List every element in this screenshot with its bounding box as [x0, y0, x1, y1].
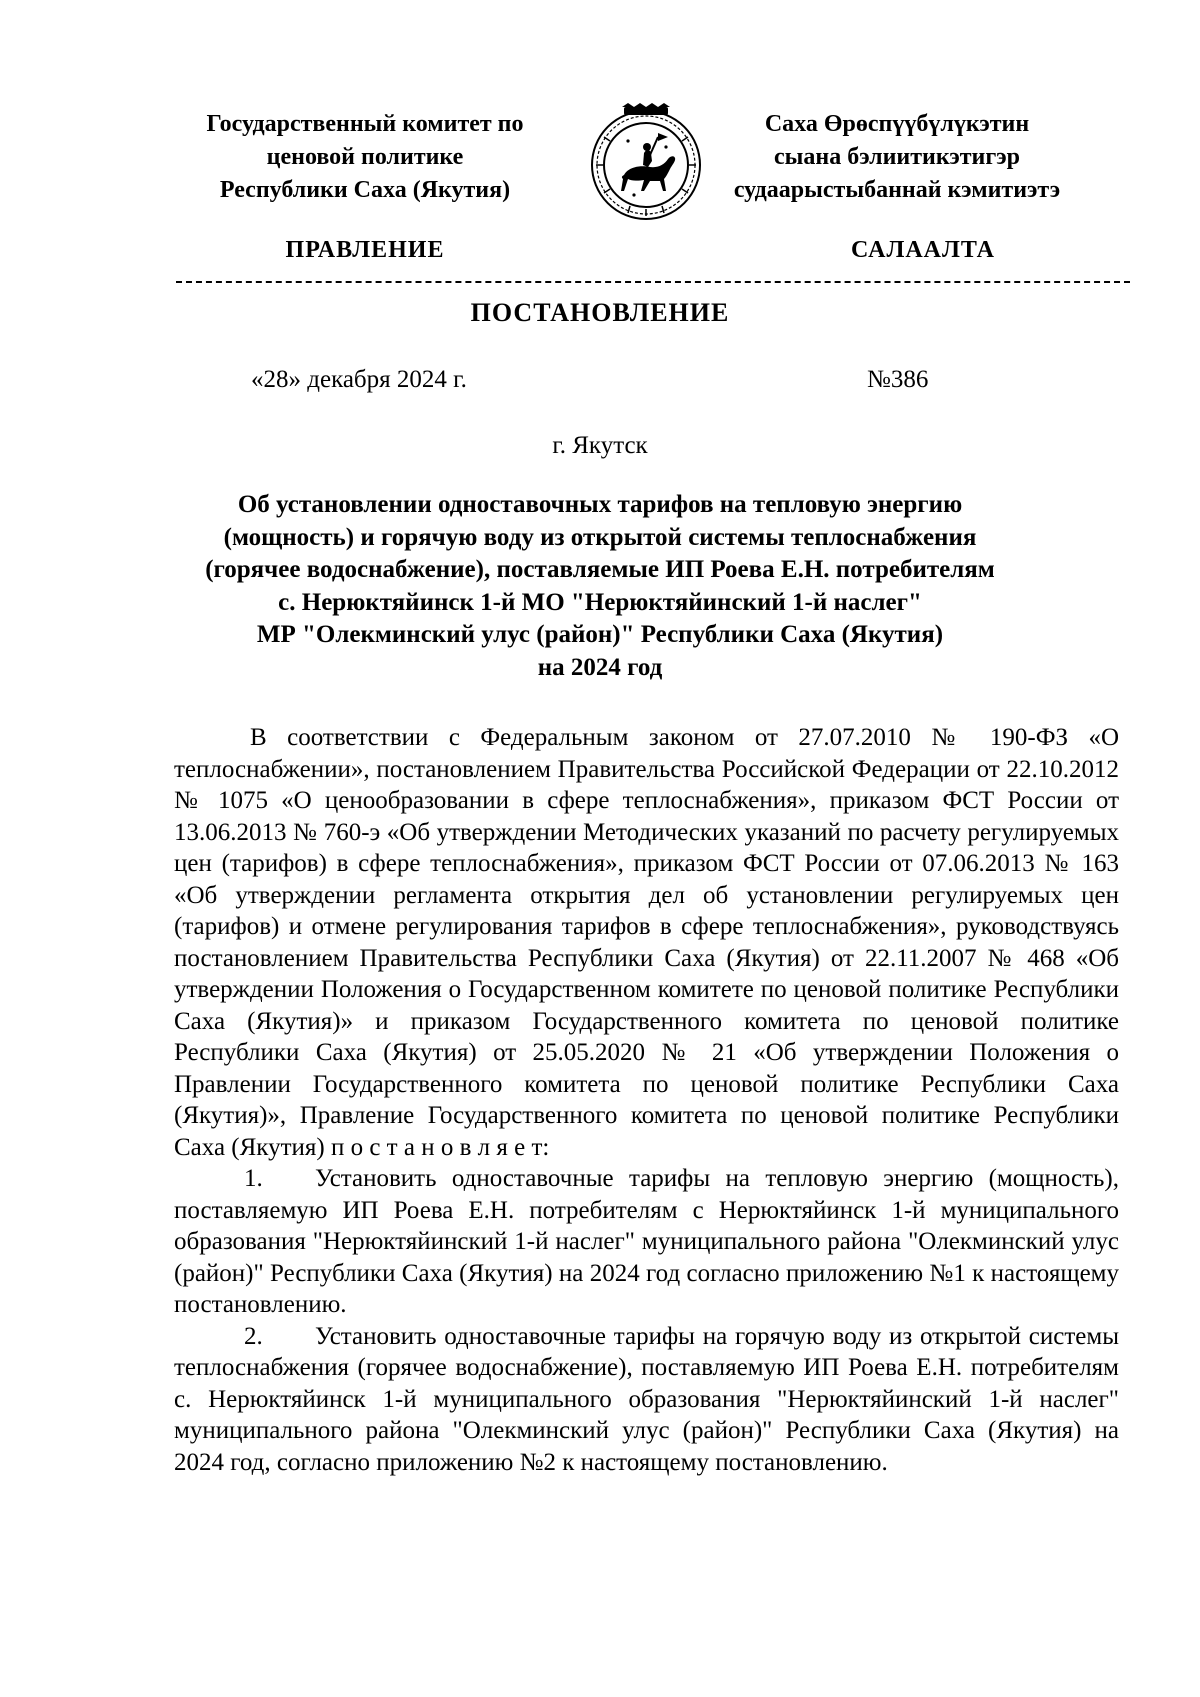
resolution-item-text: Установить одноставочные тарифы на тепловую энергию (мощность), поставляемую ИП Роева Е.Н. потребителям с Нерюктяйинск 1-й муниципального образования "Нерюктяйинский 1-й наслег" муниципального района "Олекминский улус (район)" Республики Саха (Якутия) на 2024 год согласно приложению №1 к настоящему постановлению. [174, 1165, 1119, 1318]
header-divider [176, 281, 1130, 283]
document-title-line: МР "Олекминский улус (район)" Республики Саха (Якутия) [256, 621, 944, 648]
document-title-line: (горячее водоснабжение), поставляемые ИП Роева Е.Н. потребителям [205, 556, 995, 583]
document-body [174, 722, 1119, 1478]
committee-name-sakha-line: сыана бэлиитикэтигэр [773, 144, 1020, 170]
document-date: «28» декабря 2024 г. [251, 366, 467, 393]
board-label-sakha: САЛААЛТА [850, 237, 996, 263]
resolution-item-number: 1. [244, 1165, 263, 1192]
document-title [150, 489, 1050, 684]
resolution-item-number: 2. [244, 1322, 263, 1350]
committee-name-sakha [712, 108, 1082, 207]
document-title-line: (мощность) и горячую воду из открытой системы теплоснабжения [223, 523, 977, 551]
document-city: г. Якутск [552, 432, 648, 459]
committee-name-russian-line: Государственный комитет по [206, 111, 524, 137]
document-type: ПОСТАНОВЛЕНИЕ [470, 298, 730, 327]
preamble-paragraph: В соответствии с Федеральным законом от 27.07.2010 № 190-ФЗ «О теплоснабжении», постановлением Правительства Российской Федерации от 22.10.2012 № 1075 «О ценообразовании в сфере теплоснабжения», приказом ФСТ России от 13.06.2013 № 760-э «Об утверждении Методических указаний по расчету регулируемых цен (тарифов) в сфере теплоснабжения», приказом ФСТ России от 07.06.2013 № 163 «Об утверждении регламента открытия дел об установлении регулируемых цен (тарифов) и отмене регулирования тарифов в сфере теплоснабжения», руководствуясь постановлением Правительства Республики Саха (Якутия) от 22.11.2007 № 468 «Об утверждении Положения о Государственном комитете по ценовой политике Республики Саха (Якутия)» и приказом Государственного комитета по ценовой политике Республики Саха (Якутия) от 25.05.2020 № 21 «Об утверждении Положения о Правлении Государственного комитета по ценовой политике Республики Саха (Якутия)», Правление Государственного комитета по ценовой политике Республики Саха (Якутия) п о с т а н о в л я е т: [174, 724, 1119, 1161]
resolution-item-text: Установить одноставочные тарифы на горячую воду из открытой системы теплоснабжения (горячее водоснабжение), поставляемую ИП Роева Е.Н. потребителям с. Нерюктяйинск 1-й муниципального образования "Нерюктяйинский 1-й наслег" муниципального района "Олекминский улус (район)" Республики Саха (Якутия) на 2024 год, согласно приложению №2 к настоящему постановлению. [174, 1322, 1119, 1476]
republic-sakha-emblem-icon [588, 103, 704, 223]
committee-name-sakha-line: судаарыстыбаннай кэмитиэтэ [733, 177, 1061, 203]
committee-name-russian-line: ценовой политике [266, 144, 464, 170]
board-label-russian: ПРАВЛЕНИЕ [285, 237, 445, 263]
document-title-line: с. Нерюктяйинск 1-й МО "Нерюктяйинский 1-й наслег" [278, 588, 922, 616]
document-title-line: на 2024 год [537, 653, 663, 681]
resolution-item [174, 1321, 1119, 1479]
committee-name-sakha-line: Саха Өрөспүүбүлүкэтин [764, 111, 1030, 137]
committee-name-russian-line: Республики Саха (Якутия) [219, 177, 511, 203]
resolution-item [174, 1163, 1119, 1321]
document-number: №386 [867, 366, 929, 393]
committee-name-russian [180, 108, 550, 207]
document-title-line: Об установлении одноставочных тарифов на тепловую энергию [237, 491, 963, 518]
